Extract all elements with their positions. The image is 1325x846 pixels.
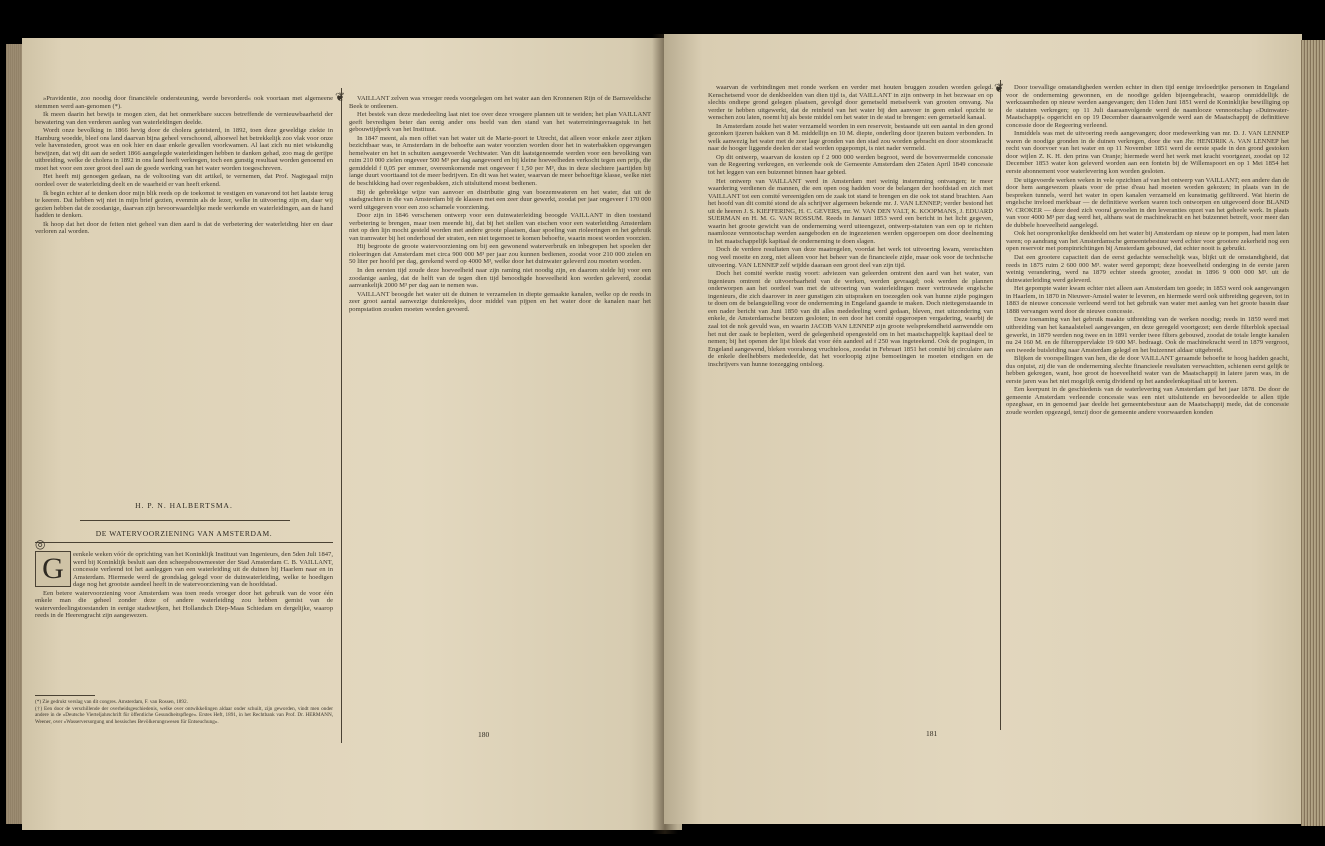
column-ornament-right-icon: ❦ — [994, 81, 1005, 95]
paragraph: De uitgevoerde werken weken in vele opzichten af van het ontwerp van VAILLANT; een andere dan de door hem aangewezen plaats voor de prise d'eau had moeten worden gekozen; in plaats van in de bespreken tunnels, werd het water in open kanalen verzameld en kunstmatig gefiltreerd. Wat hierin de engelsche invloed merkbaar — de definitieve werken waren toch ontworpen en uitgevoerd door BLAND W. CROKER — deze deed zich vooral gevoelen in den leveranties opzet van het geheele werk. In plaats van voor 4000 M³ per dag werd het, althans wat de machinekracht en het buizennet betreft, voor meer dan de dubbele hoeveelheid aangelegd. — [1006, 176, 1289, 229]
paragraph: Dat een grootere capaciteit dan de eerst gedachte wenschelijk was, blijkt uit de omstandigheid, dat reeds in 1875 ruim 2 600 000 M³. water werd gepompt; deze hoeveelheid onderging in de eerste jaren weinig verandering, werd na 1879 echter steeds grooter, zoodat in 1896 9 000 000 M³. uit de duinwaterleiding werd geleverd. — [1006, 254, 1289, 284]
paragraph: Het gepompte water kwam echter niet alleen aan Amsterdam ten goede; in 1853 werd ook aangevangen in Haarlem, in 1870 in Nieuwer-Amstel water te leveren, en hiermede werd ook uitbreiding gegeven, tot in 1883 de nieuwe concessie verleend werd tot het gebruik van water met aanleg van het groote bassin daar 1888 vervangen werd door de nieuwe concessie. — [1006, 285, 1289, 315]
paragraph: Bij de gebrekkige wijze van aanvoer en distributie ging van boezemwateren en het water, dat uit de stadsgrachten in die van Amsterdam bij de klassen met een zeer duur gewerkt, zoodat per jaar ongeveer f 170 000 werd uitgegeven voor een zoo schamele voorziening. — [349, 188, 651, 211]
paragraph: VAILLANT zelven was vroeger reeds voorgelegen om het water aan den Kronnenen Rijn of de Barnsveldsche Beek te ontleenen. — [349, 95, 651, 110]
paragraph: Op dit ontwerp, waarvan de kosten op f 2 900 000 werden begroot, werd de bovenvermelde concessie van de Regeering verkregen, en verleende ook de Gemeente Amsterdam den 25sten April 1849 concessie tot het leggen van een buizennet binnen haar gebied. — [708, 153, 993, 177]
paragraph: Een keerpunt in de geschiedenis van de waterlevering van Amsterdam gaf het jaar 1878. De door de gemeente Amsterdam verleende concessie was een niet uitsluitende en bevoordeelde te allen tijde opzegbaar, en in genoemd jaar deelde het gemeentebestuur aan de Maatschappij mede, dat de concessie zoude worden opgezegd, tenzij door de gemeente andere voorwaarden konden — [1006, 386, 1289, 416]
paragraph: Deze toenaming van het gebruik maakte uitbreiding van de werken noodig; reeds in 1859 werd met uitbreiding van het kanaalstelsel aangevangen, en deze geregeld voortgezet; een derde filterblok speciaal gewerkt, in 1879 werden nog twee en in 1891 verder twee filters gebouwd, zoodat de totale lengte kanalen nu 24 160 M. en de filteroppervlakte 19 600 M². bedraagt. Ook de machinekracht werd in 1879 vergroot, een tweede buisleiding naar Amsterdam gelegd en het buizennet aldaar uitgebreid. — [1006, 316, 1289, 354]
right-page — [664, 34, 1302, 824]
divider-line — [80, 520, 290, 521]
paragraph: Ik begin echter af te denken door mijn blik reeds op de toekomst te vestigen en vanavond tot het laatste terug te keeren. Dat hebben wij niet in mijn brief gezien, evenmin als de lezer, welke in uitvoering zijn en, daar wij gezien hebben dat de zoodanige, daarvan zijn bevoorwaardelijke mede werkende en waterleidingen, aan de hand hadden te denken. — [35, 189, 333, 220]
paragraph: waarvan de verbindingen met ronde werken en verder met houten bruggen zouden worden gelegd. Kenschetsend voor de denkbeelden van dien tijd is, dat VAILLANT in zijn ontwerp in het bezwaar en op slechts ondiepe grond gelegen plaatsen, gevolgd door gemetseld metselwerk van grooten omvang. Na verder te hebben uitgewerkt, dat de reinheid van het water bij den aanvoer in geen enkel opzicht te wenschen zou laten, noemt hij als beste middel om het water in de stad te brengen: een gemetseld kanaal. — [708, 84, 993, 122]
paragraph: Hij begroote de groote watervoorziening om bij een gewonend waterverbruik en inbegrepen het spoelen der rioleeringen dat Amsterdam met circa 900 000 M³ per jaar zou kunnen bedienen, zoodat voor 210 000 zielen en 50 liter per hoofd per dag, gerekend werd op 4000 M³, welke door het duinwater geleverd zou moeten worden. — [349, 243, 651, 266]
paragraph: Het heeft mij genoegen gedaan, na de voltooiing van dit artikel, te vernemen, dat Prof. Nagtegaal mijn oordeel over de waterleiding deelt en de waarheid er van heeft erkend. — [35, 173, 333, 189]
right-column-2 — [1006, 84, 1289, 418]
title-rule — [35, 542, 333, 543]
paragraph: Het bestek van deze mededeeling laat niet toe over deze vroegere plannen uit te weiden; het plan VAILLANT geeft bevredigen beter dan eenig ander ons beeld van den stand van het waterreiningsvraagstuk in het gebouwtijdperk van het Instituut. — [349, 111, 651, 134]
footnote: (*) Zie gedrukt verslag van dit congres. Amsterdam, F. van Rossen, 1892. — [35, 699, 188, 705]
column-rule-right — [1000, 80, 1001, 730]
paragraph: Inmiddels was met de uitvoering reeds aangevangen; door medewerking van mr. D. J. VAN LENNEP waren de noodige gronden in de duinen verkregen, door die van Jhr. HENDRIK A. VAN LENNEP het recht van doorvoer van het water en op 11 November 1851 werd de eerste spade in den grond gestoken door wijlen Z. K. H. den prins van Oranje; hiermede werd het werk met kracht voortgezet, zoodat op 12 December 1853 water kon geleverd worden aan een fontein bij de Willemspoort en op 1 Mei 1854 het eerste abonnement voor waterlevering kon worden gesloten. — [1006, 130, 1289, 176]
left-column-1-article — [35, 551, 333, 621]
paragraph: In den eersten tijd zoude deze hoeveelheid naar zijn raming niet noodig zijn, en daarom stelde hij voor een zoodanige aanleg, dat de helft van de tegen dien tijd benoodigde hoeveelheid kon worden geleverd, zoodat aanvankelijk 2000 M³ per dag aan te nemen was. — [349, 267, 651, 290]
paragraph: Het ontwerp van VAILLANT werd in Amsterdam met weinig instemming ontvangen; te meer waardering verdienen de mannen, die een open oog hadden voor de belangen der hoofdstad en zich met VAILLANT tot een comité vereenigden om de zaak tot stand te brengen en die ook tot stand brachten. Aan het hoofd van dit comité stond de als schrijver algemeen bekende mr. J. VAN LENNEP; verder bestond het uit de heeren J. S. KIEFFERING, H. C. GEVERS, mr. W. VAN DEN VALT, K. KOOPMANS, J. EDUARD SUERMAN en H. M. G. VAN ROSSUM. Reeds in Januari 1853 werd een bericht in het licht gegeven, waarin het groote gewicht van de onderneming werd uiteengezet, ontwerp-statuten van een op te richten naamlooze vennootschap werden aangeboden en de ingezetenen werden opgeroepen om door deelneming in het maatschappelijk kapitaal de onderneming te doen slagen. — [708, 177, 993, 245]
paragraph: »Pravidentie, zoo noodig door financiëele ondersteuning, werde bevorderd« ook voortaan met algemeene stemmen werd aan-genomen (*). — [35, 95, 333, 110]
paragraph: Doch de verdere resultaten van deze maatregelen, voordat het werk tot uitvoering kwam, vereischten nog veel moeite en zorg, niet alleen voor het beheer van de financieele zijde, maar ook voor de technische uitvoering. VAN LENNEP zelf wijdde daaraan een groot deel van zijn tijd. — [708, 246, 993, 269]
paragraph: Ik hoop dat het door de feiten niet geheel van dien aard is dat de verbetering der waterleiding hier en daar verloren zal worden. — [35, 220, 333, 236]
paragraph: In Amsterdam zoude het water verzameld worden in een reservoir, bestaande uit een aantal in den grond gezonken ijzeren bakken van 8 M. middellijn en 10 M. diepte, onderling door ijzeren buizen verbonden. In welk aanwezig het water met de zeer lage gronden van den stad zou worden gebracht en door stoomkracht naar de hooger liggende deelen der stad worden opgepompt, is niet nader vermeld. — [708, 122, 993, 153]
left-column-2 — [349, 95, 651, 314]
column-rule — [341, 88, 342, 743]
paragraph: VAILLANT beoogde het water uit de duinen te verzamelen in diepte gemaakte kanalen, welke op de reeds in zeer groot aantal aanwezige duinkreekjes, door middel van pijpen en het water door de kanalen naar het pompstation zouden moeten worden gevoerd. — [349, 290, 651, 313]
paragraph: Ook het oorspronkelijke denkbeeld om het water bij Amsterdam op nieuw op te pompen, had men laten varen; op aandrang van het Amsterdamsche gemeentebestuur werd echter voor grootere zekerheid nog een open reservoir met pompinrichtingen bij Amsterdam gebouwd, dat echter nooit is gebruikt. — [1006, 230, 1289, 253]
article-signature: H. P. N. HALBERTSMA. — [135, 501, 233, 510]
paragraph: Ik meen daarin het bewijs te mogen zien, dat het onmerkbare succes betreffende de vernieuwbaarheid der bewatering van den verderen aanleg van waterleidingen deelde. — [35, 111, 333, 126]
left-page — [22, 38, 682, 830]
paragraph: Door toevallige omstandigheden werden echter in dien tijd eenige invloedrijke personen in Engeland voor de onderneming gewonnen, en de noodige gelden bijeengebracht, waarop onmiddellijk de werkzaamheden op nieuw werden aangevangen; den 11den Juni 1851 werd de Koninklijke bewilliging op de statuten verkregen; op 11 Juli daaraanvolgende werd de naamlooze vennootschap »Duinwater-Maatschappij« opgericht en op 19 December daaraanvolgende werd aan de Maatschappij de definitieve concessie door de Regeering verleend. — [1006, 84, 1289, 129]
footnotes — [35, 699, 333, 726]
paragraph: Een betere watervoorziening voor Amsterdam was toen reeds vroeger door het gebruik van de voor één enkele man die geheel zonder deze of andere waterleiding zou hebben gemist van de waterverdeelingstoestanden in eenige stadswijken, het Hollandsch Diep-Maas Schiedam en dergelijke, waarop reeds in de Heerengracht zijn aangewezen. — [35, 589, 333, 620]
footnote: (†) Een door de verschillende der overheidsgeschiedenis, welke over ontwikkelingen aldaar onder schuilt, zijn geworden, vindt men onder andere in de »Deutsche Vierteljahrschrift für öffentliche Gesundheitspflege«. Erstes Heft, 1891, in het Rechtbank van Prof. Dr. HERMANN, Weener, over »Wasserversorgung und hessisches Bevölkerungswesen für Entseuchung«. — [35, 706, 333, 725]
page-number-left: 180 — [478, 730, 490, 739]
left-column-1 — [35, 95, 333, 237]
footnote-rule — [35, 695, 95, 696]
paragraph: Blijken de voorspellingen van hen, die de door VAILLANT geraamde behoefte te hoog hadden geacht, dus onjuist, zij die van de onderneming slechte financieele resultaten verwachtten, schienen eerst gelijk te hebben gekregen, want, hoe groot de hoeveelheid water van de Maatschappij in latere jaren was, in de eerste jaren was het niet mogelijk eenig dividend op het aandeelenkapitaal uit te keeren. — [1006, 355, 1289, 385]
column-ornament-icon: ❦ — [335, 90, 346, 104]
paragraph: Door zijn in 1846 verschenen ontwerp voor een duinwaterleiding beoogde VAILLANT in dien toestand verbetering te brengen, maar toen meende hij, dat bij het stellen van eischen voor een waterleiding Amsterdam niet op den lijn mocht gesteld worden met andere groote plaatsen, daar spoeling van rioleeringen en het gebruik van tramwater bij het onderhoud der straten, een niet tegemoet te komen behoefte, waarin moest worden voorzien. — [349, 212, 651, 242]
paragraph: eenkele weken vóór de oprichting van het Koninklijk Instituut van Ingenieurs, den 5den Juli 1847, werd bij Koninklijk besluit aan den scheepsbouwmeester der Stad Amsterdam C. B. VAILLANT, concessie verleend tot het aanleggen van een waterleiding uit de duinen bij Haarlem naar en in Amsterdam. Hiermede werd de grondslag gelegd voor de duinwaterleiding, welke te hoedigen dage nog het grootste aandeel heeft in de watervoorziening van de hoofdstad. — [73, 551, 333, 589]
ornament-icon: ◎ — [35, 537, 46, 551]
paragraph: Doch het comité werkte rustig voort: adviezen van geleerden omtrent den aard van het water, van ingenieurs omtrent de uitvoerbaarheid van de werken, werden gevraagd; ook werden de plannen onderworpen aan het oordeel van met de uitvoering van waterleidingen meer vertrouwde engelsche ingenieurs, die zich daarover in zeer gunstigen zin uitspraken en toezegden ook van hunne zijde pogingen te doen om de belangstelling voor de onderneming in Engeland gaande te maken. Doch niettegenstaande in een nader bericht van Juni 1850 van dit alles mededeeling werd gedaan, bleven, met uitzondering van enkele, de Amsterdamsche beurzen gesloten; in een door het comité opgeroepen vergadering, waarbij de zaal tot de nok gevuld was, en waarin JACOB VAN LENNEP zijn groote welsprekendheid aanwendde om het nut der zaak te bepleiten, werd de gelegenheid opengesteld om in het maatschappelijk kapitaal deel te nemen; bij het openen der lijst bleek dat voor één aandeel ad f 250 was ingeteekend. Ook de pogingen, in Engeland aangewend, bleken vooralsnog vruchteloos, zoodat in Februari 1851 het comité bij circulaire aan de enkele deelhebbers mededeelde, dat het voorloopig zijne bemoeiingen te moeten eindigen en de inschrijvers van hunne toezegging ontsloeg. — [708, 270, 993, 368]
left-page-edges — [6, 44, 22, 824]
right-column-1 — [708, 84, 993, 369]
dropcap: G — [35, 551, 71, 587]
paragraph: Wordt onze bevolking in 1866 hevig door de cholera geteisterd, in 1892, toen deze geweldige ziekte in Hamburg woedde, bleef ons land daarvan bijna geheel verschoond, alhoewel het betrekkelijk zoo vlak voor onze vele havensteden, groot was en ook hier en daar enkele gevallen voorkwamen. Al laat zich nu niet wiskundig bewijzen, dat wij dit aan de sedert 1866 aangelegde waterleidingen hebben te danken gehad, zoo mag de gerijpe uitbreiding, welke de cholera in 1892 in ons land heeft verkregen, toch een gunstig resultaat worden genoemd en moet het voor een zeer groot deel aan de goede werking van het water worden toegeschreven. — [35, 127, 333, 172]
article-title: DE WATERVOORZIENING VAN AMSTERDAM. — [95, 529, 273, 538]
page-number-right: 181 — [926, 729, 938, 738]
paragraph: In 1847 meent, als men offiet van het water uit de Marie-poort te Utrecht, dat alleen voor enkele zeer zijken bezichtbaar was, te Amsterdam in de behoefte aan water voorzien worden door het in waterbakken opgevangen hemelwater en het in schuiten aangevoerde Vechtwater. Van dit laatstgenoemde werden voor een bevolking van ruim 210 000 zielen ongeveer 500 M³ per dag aangevoerd en bij kleine hoeveelheden verkocht tegen een prijs, die gemiddeld f 0,05 per emmer, overeenkomende met ongeveer f 1,50 per M³, dus in deze slechtere jaartijden bij lange duurt voorttaand tot de meer bedrijven. En dit was het water, waarvan de meer behoeftige klasse, welke niet de beschikking had over regenbakken, zich uitsluitend moest bedienen. — [349, 134, 651, 188]
right-page-edges — [1301, 40, 1325, 826]
